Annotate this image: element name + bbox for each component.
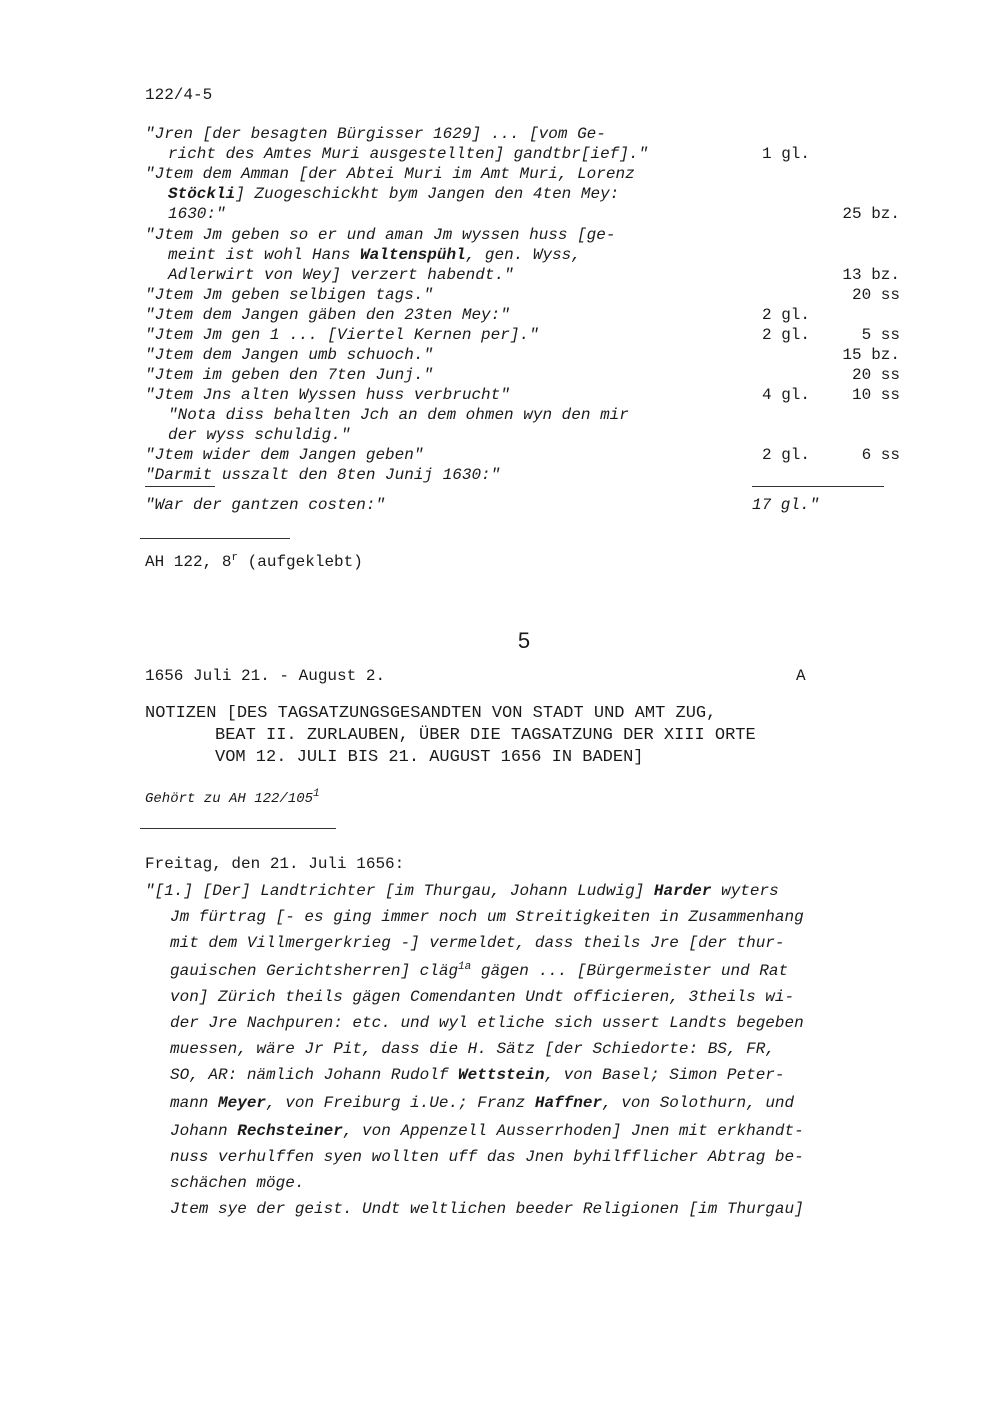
account-line: "Jtem im geben den 7ten Junj."	[145, 366, 434, 384]
amount-gulden: 2 gl.	[762, 446, 811, 464]
body-line: der Jre Nachpuren: etc. und wyl etliche sich ussert Landts begeben	[170, 1014, 804, 1032]
account-line: "Nota diss behalten Jch an dem ohmen wyn den mir	[168, 406, 629, 424]
account-line: "Jren [der besagten Bürgisser 1629] ... [vom Ge-	[145, 125, 606, 143]
section-date: 1656 Juli 21. - August 2.	[145, 667, 386, 685]
total-label: "War der gantzen costen:"	[145, 496, 386, 514]
account-line: meint ist wohl Hans Waltenspühl, gen. Wyss,	[168, 246, 581, 264]
amount-other: 20 ss	[851, 366, 900, 384]
amount-gulden: 4 gl.	[762, 386, 811, 404]
sum-rule-left	[145, 486, 215, 487]
amount-other: 13 bz.	[842, 266, 900, 284]
section-title-line: BEAT II. ZURLAUBEN, ÜBER DIE TAGSATZUNG DER XIII ORTE	[215, 726, 756, 745]
account-line: "Jtem wider dem Jangen geben"	[145, 446, 424, 464]
person-name: Wettstein	[458, 1066, 545, 1084]
person-name: Harder	[653, 882, 712, 900]
person-name: Waltenspühl	[360, 246, 466, 264]
amount-other: 15 bz.	[842, 346, 900, 364]
account-line: "Jtem Jm geben selbigen tags."	[145, 286, 434, 304]
footnote-rule	[140, 538, 290, 539]
section-title-line: VOM 12. JULI BIS 21. AUGUST 1656 IN BADEN]	[215, 748, 644, 767]
body-line: "[1.] [Der] Landtrichter [im Thurgau, Johann Ludwig] Harder wyters	[145, 882, 779, 900]
belongs-to-note: Gehört zu AH $122/105^1$	[145, 788, 320, 807]
total-value: 17 gl."	[752, 496, 820, 514]
account-line: "Jtem dem Amman [der Abtei Muri im Amt Muri, Lorenz	[145, 165, 635, 183]
body-line: Jm fürtrag [- es ging immer noch um Streitigkeiten in Zusammenhang	[170, 908, 804, 926]
account-line: "Jtem Jm gen 1 ... [Viertel Kernen per]."	[145, 326, 539, 344]
body-line: Jtem sye der geist. Undt weltlichen beeder Religionen [im Thurgau]	[170, 1200, 804, 1218]
amount-gulden: 2 gl.	[762, 326, 811, 344]
person-name: Stöckli	[168, 185, 236, 203]
account-line: richt des Amtes Muri ausgestellten] gandtbr[ief]."	[168, 145, 649, 163]
body-line: von] Zürich theils gägen Comendanten Undt officieren, 3theils wi-	[170, 988, 795, 1006]
body-line: SO, AR: nämlich Johann Rudolf Wettstein, von Basel; Simon Peter-	[170, 1066, 785, 1084]
page-reference: 122/4-5	[145, 86, 213, 104]
body-line: schächen möge.	[170, 1174, 305, 1192]
amount-other: 10 ss	[851, 386, 900, 404]
person-name: Meyer	[218, 1094, 267, 1112]
body-line: gauischen Gerichtsherren] cläg$^{1a}$ gägen ... [Bürgermeister und Rat	[170, 961, 789, 980]
day-heading: Freitag, den 21. Juli 1656:	[145, 855, 405, 873]
account-line: 1630:"	[168, 205, 226, 223]
body-line: mann Meyer, von Freiburg i.Ue.; Franz Haffner, von Solothurn, und	[170, 1094, 795, 1112]
source-reference: AH 122, 8$^r$ (aufgeklebt)	[145, 552, 363, 571]
amount-gulden: 1 gl.	[762, 145, 811, 163]
account-line: "Jtem dem Jangen umb schuoch."	[145, 346, 434, 364]
amount-other: 5 ss	[861, 326, 900, 344]
person-name: Rechsteiner	[237, 1122, 343, 1140]
body-line: mit dem Villmergerkrieg -] vermeldet, dass theils Jre [der thur-	[170, 934, 785, 952]
section-rule	[140, 828, 336, 829]
amount-other: 6 ss	[861, 446, 900, 464]
sum-rule-right	[752, 486, 884, 487]
amount-gulden: 2 gl.	[762, 306, 811, 324]
account-line: "Jtem Jns alten Wyssen huss verbrucht"	[145, 386, 510, 404]
footnote-marker: 1a	[458, 961, 472, 973]
section-marker: A	[796, 667, 806, 685]
body-line: muessen, wäre Jr Pit, dass die H. Sätz [der Schiedorte: BS, FR,	[170, 1040, 775, 1058]
account-line: Adlerwirt von Wey] verzert habendt."	[168, 266, 514, 284]
account-line: "Jtem dem Jangen gäben den 23ten Mey:"	[145, 306, 510, 324]
section-title-line: NOTIZEN [DES TAGSATZUNGSGESANDTEN VON STADT UND AMT ZUG,	[145, 704, 717, 723]
account-line: der wyss schuldig."	[168, 426, 351, 444]
body-line: Johann Rechsteiner, von Appenzell Ausserrhoden] Jnen mit erkhandt-	[170, 1122, 804, 1140]
amount-other: 25 bz.	[842, 205, 900, 223]
account-line: "Jtem Jm geben so er und aman Jm wyssen huss [ge-	[145, 226, 616, 244]
amount-other: 20 ss	[851, 286, 900, 304]
person-name: Haffner	[534, 1094, 603, 1112]
section-number: 5	[517, 628, 531, 653]
account-line: "Darmit usszalt den 8ten Junij 1630:"	[145, 466, 501, 484]
account-line: Stöckli] Zuogeschickht bym Jangen den 4ten Mey:	[168, 185, 620, 203]
body-line: nuss verhulffen syen wollten uff das Jnen byhilfflicher Abtrag be-	[170, 1148, 804, 1166]
